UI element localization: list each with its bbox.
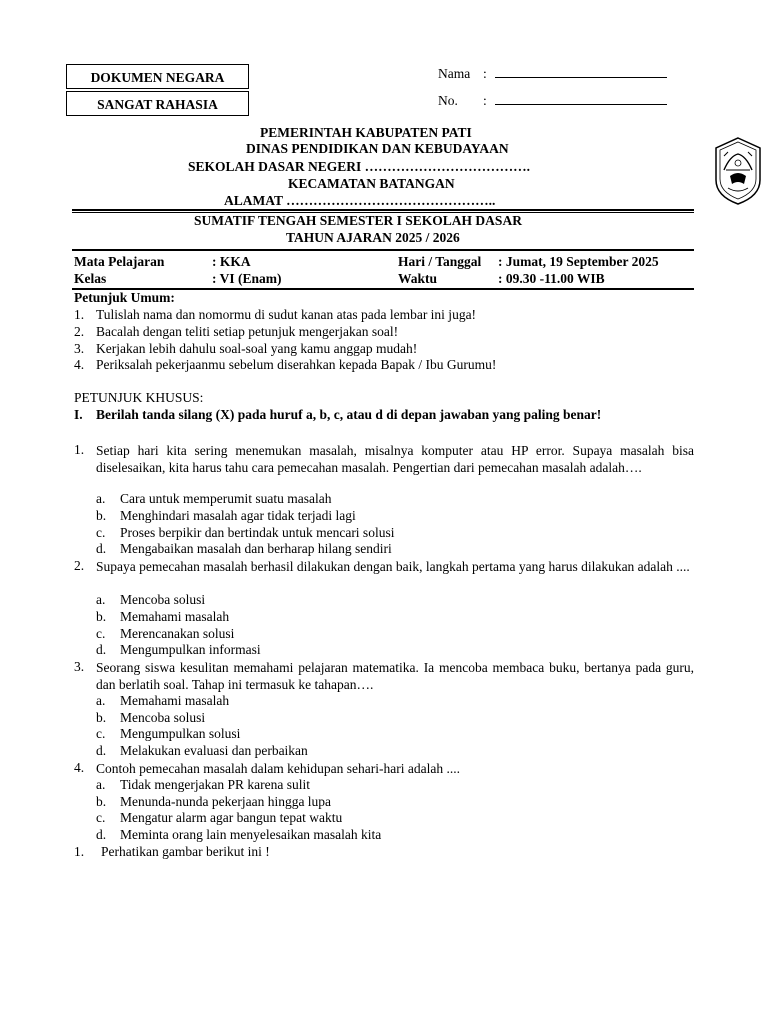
option-4a[interactable] xyxy=(96,777,310,793)
option-text: Merencanakan solusi xyxy=(120,626,235,641)
classification-box: DOKUMEN NEGARA xyxy=(66,64,249,89)
section-instruction: Berilah tanda silang (X) pada huruf a, b, c, atau d di depan jawaban yang paling benar! xyxy=(96,407,602,422)
option-letter: a. xyxy=(96,592,106,607)
option-1a[interactable] xyxy=(96,491,331,507)
question-text-5: Perhatikan gambar berikut ini ! xyxy=(101,844,270,859)
option-letter: c. xyxy=(96,626,106,641)
option-1d[interactable] xyxy=(96,541,392,557)
general-item-4: Periksalah pekerjaanmu sebelum diserahkan kepada Bapak / Ibu Gurumu! xyxy=(96,357,497,372)
institution-line4: KECAMATAN BATANGAN xyxy=(288,176,455,191)
option-3c[interactable] xyxy=(96,726,240,742)
class-label: Kelas xyxy=(74,271,107,286)
option-letter: a. xyxy=(96,693,106,708)
option-letter: b. xyxy=(96,794,107,809)
option-letter: a. xyxy=(96,491,106,506)
option-4c[interactable] xyxy=(96,810,342,826)
exam-year: TAHUN AJARAN 2025 / 2026 xyxy=(286,230,460,245)
option-text: Mencoba solusi xyxy=(120,710,206,725)
regency-emblem-icon xyxy=(712,136,764,206)
option-text: Mengabaikan masalah dan berharap hilang sendiri xyxy=(120,541,392,556)
general-heading: Petunjuk Umum: xyxy=(74,290,175,305)
name-field[interactable] xyxy=(438,65,667,82)
general-item-num-3: 3. xyxy=(74,341,85,356)
option-text: Mengatur alarm agar bangun tepat waktu xyxy=(120,810,343,825)
option-2a[interactable] xyxy=(96,592,205,608)
option-text: Memahami masalah xyxy=(120,693,230,708)
option-letter: d. xyxy=(96,743,107,758)
general-item-num-2: 2. xyxy=(74,324,85,339)
question-text-1: Setiap hari kita sering menemukan masalah, misalnya komputer atau HP error. Supaya masalah bisa diselesaikan, kita harus tahu cara pemecahan masalah. Pengertian dari pemecahan masalah adalah…. xyxy=(96,443,694,475)
option-1c[interactable] xyxy=(96,525,394,541)
option-letter: d. xyxy=(96,541,107,556)
option-3a[interactable] xyxy=(96,693,229,709)
option-letter: b. xyxy=(96,609,107,624)
option-text: Mengumpulkan informasi xyxy=(120,642,261,657)
special-heading: PETUNJUK KHUSUS: xyxy=(74,390,204,405)
name-label: Nama xyxy=(438,66,471,81)
question-text-3: Seorang siswa kesulitan memahami pelajaran matematika. Ia mencoba membaca buku, bertanya pada guru, dan berlatih soal. Tahap ini termasuk ke tahapan…. xyxy=(96,660,694,692)
time-value: : 09.30 -11.00 WIB xyxy=(498,271,605,286)
question-text-2: Supaya pemecahan masalah berhasil dilakukan dengan baik, langkah pertama yang harus dilakukan adalah .... xyxy=(96,559,690,574)
option-text: Tidak mengerjakan PR karena sulit xyxy=(120,777,310,792)
option-text: Proses berpikir dan bertindak untuk mencari solusi xyxy=(120,525,395,540)
question-number-2: 2. xyxy=(74,558,85,573)
institution-line2: DINAS PENDIDIKAN DAN KEBUDAYAAN xyxy=(246,141,509,156)
option-4b[interactable] xyxy=(96,794,331,810)
exam-title: SUMATIF TENGAH SEMESTER I SEKOLAH DASAR xyxy=(194,213,522,228)
general-item-2: Bacalah dengan teliti setiap petunjuk mengerjakan soal! xyxy=(96,324,399,339)
question-number-5: 1. xyxy=(74,844,85,859)
option-text: Meminta orang lain menyelesaikan masalah kita xyxy=(120,827,382,842)
subject-label: Mata Pelajaran xyxy=(74,254,165,269)
question-number-4: 4. xyxy=(74,760,85,775)
general-item-num-4: 4. xyxy=(74,357,85,372)
institution-line1: PEMERINTAH KABUPATEN PATI xyxy=(260,125,472,140)
option-2c[interactable] xyxy=(96,626,234,642)
option-text: Menunda-nunda pekerjaan hingga lupa xyxy=(120,794,332,809)
option-2b[interactable] xyxy=(96,609,229,625)
option-1b[interactable] xyxy=(96,508,356,524)
option-letter: c. xyxy=(96,525,106,540)
date-value: : Jumat, 19 September 2025 xyxy=(498,254,659,269)
info-rule-top xyxy=(72,249,694,251)
class-value: : VI (Enam) xyxy=(212,271,282,286)
option-text: Melakukan evaluasi dan perbaikan xyxy=(120,743,308,758)
option-2d[interactable] xyxy=(96,642,261,658)
general-item-1: Tulislah nama dan nomormu di sudut kanan atas pada lembar ini juga! xyxy=(96,307,477,322)
name-colon: : xyxy=(483,66,487,81)
header-rule-top xyxy=(72,209,694,211)
option-letter: b. xyxy=(96,508,107,523)
question-number-3: 3. xyxy=(74,659,85,674)
general-item-num-1: 1. xyxy=(74,307,85,322)
institution-line3: SEKOLAH DASAR NEGERI ………………………………. xyxy=(188,159,531,174)
general-item-3: Kerjakan lebih dahulu soal-soal yang kamu anggap mudah! xyxy=(96,341,418,356)
subject-value: : KKA xyxy=(212,254,251,269)
question-text-4: Contoh pemecahan masalah dalam kehidupan sehari-hari adalah .... xyxy=(96,761,460,776)
option-text: Menghindari masalah agar tidak terjadi lagi xyxy=(120,508,356,523)
option-text: Memahami masalah xyxy=(120,609,230,624)
section-number: I. xyxy=(74,407,83,422)
number-blank[interactable] xyxy=(495,92,667,105)
number-label: No. xyxy=(438,93,458,108)
option-text: Mengumpulkan solusi xyxy=(120,726,241,741)
number-field[interactable] xyxy=(438,92,667,109)
name-blank[interactable] xyxy=(495,65,667,78)
option-letter: c. xyxy=(96,726,106,741)
date-label: Hari / Tanggal xyxy=(398,254,482,269)
institution-line5: ALAMAT ……………………………………….. xyxy=(224,193,496,208)
option-text: Mencoba solusi xyxy=(120,592,206,607)
option-4d[interactable] xyxy=(96,827,381,843)
option-letter: a. xyxy=(96,777,106,792)
option-3b[interactable] xyxy=(96,710,205,726)
time-label: Waktu xyxy=(398,271,438,286)
option-letter: c. xyxy=(96,810,106,825)
option-letter: d. xyxy=(96,827,107,842)
option-letter: b. xyxy=(96,710,107,725)
question-number-1: 1. xyxy=(74,442,85,457)
option-3d[interactable] xyxy=(96,743,308,759)
number-colon: : xyxy=(483,93,487,108)
secrecy-box: SANGAT RAHASIA xyxy=(66,91,249,116)
option-letter: d. xyxy=(96,642,107,657)
option-text: Cara untuk memperumit suatu masalah xyxy=(120,491,332,506)
